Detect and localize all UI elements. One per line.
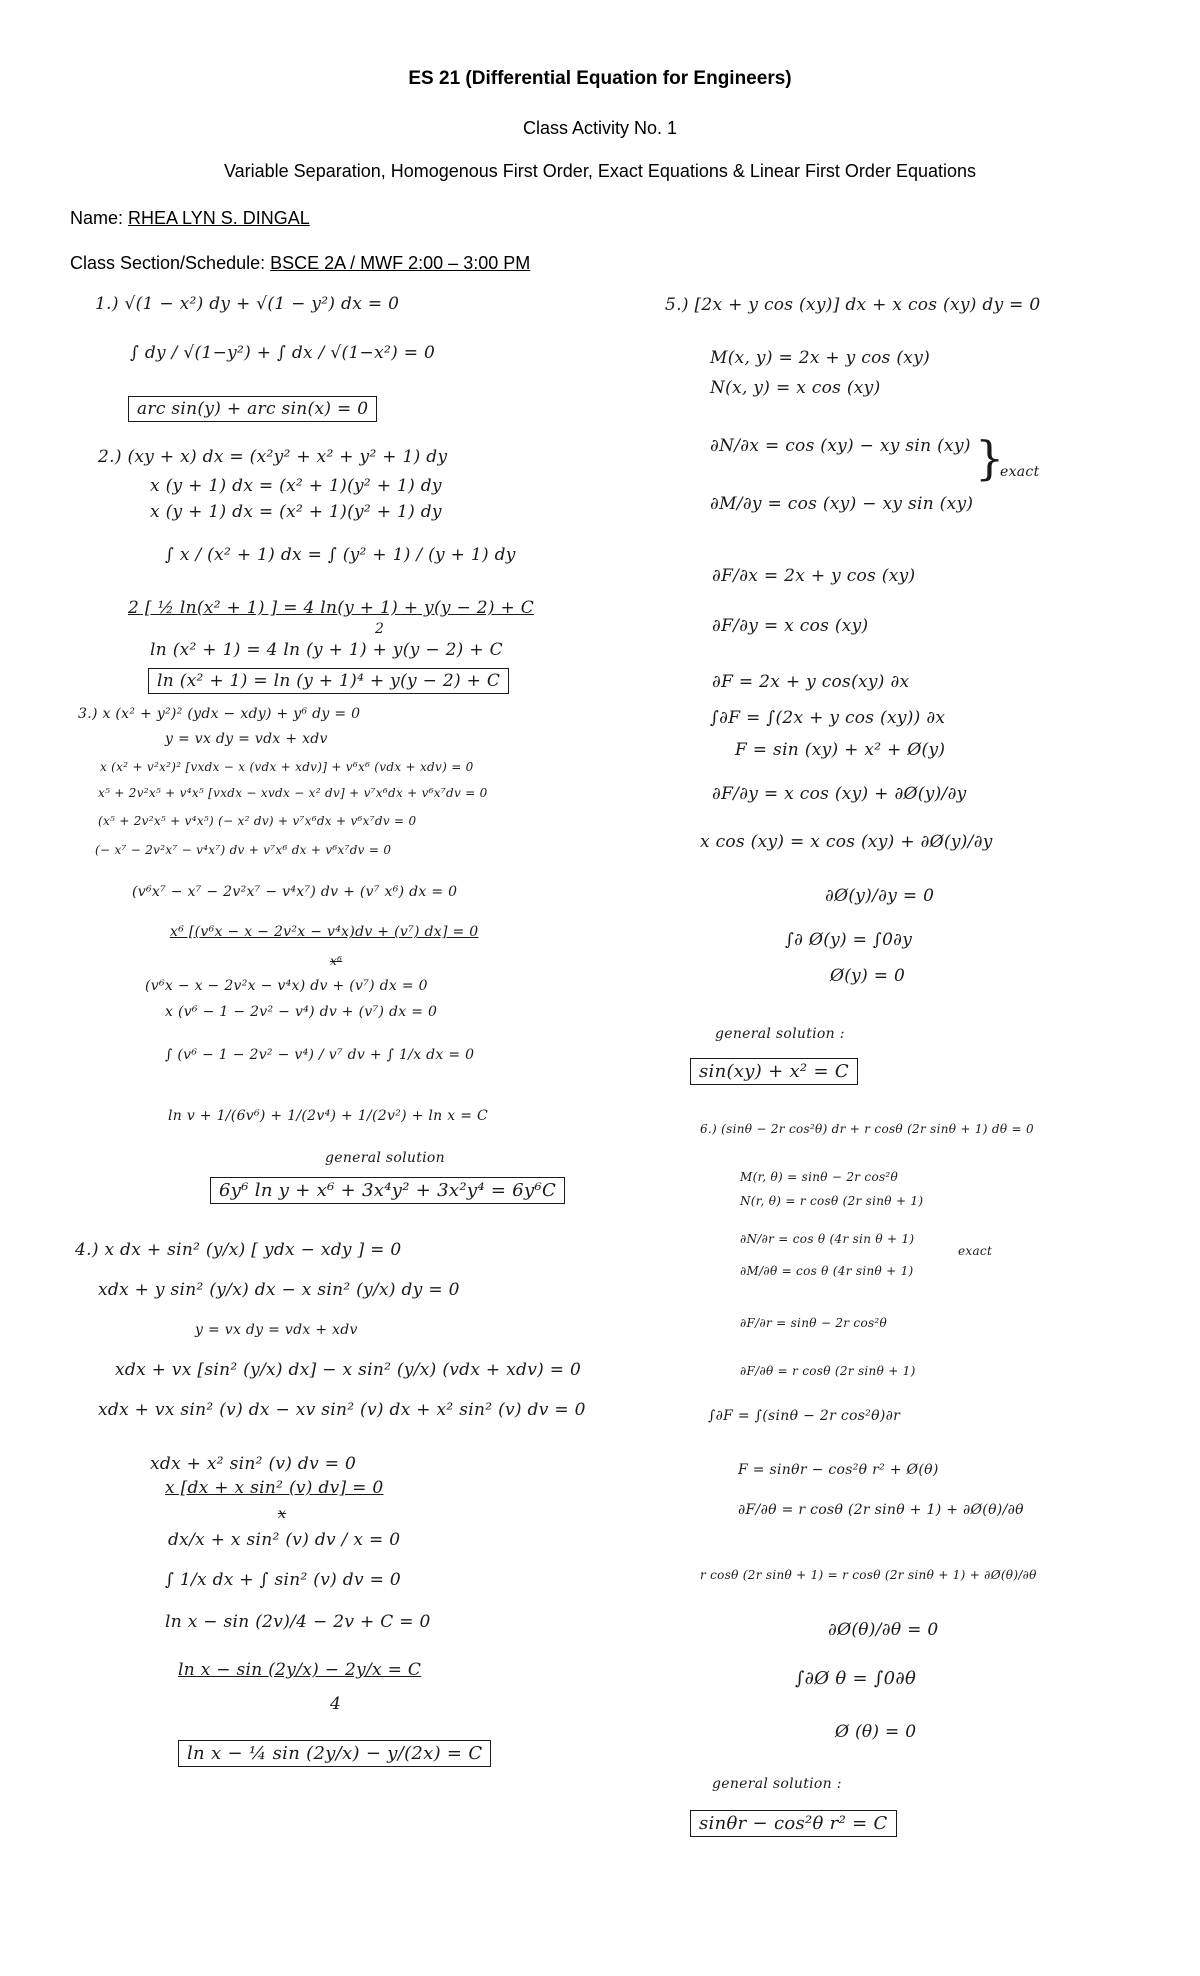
p6-exact-note: exact — [958, 1244, 993, 1258]
p6-answer: sinθr − cos²θ r² = C — [690, 1810, 897, 1837]
p5-step-4: ∂F/∂y = x cos (xy) + ∂Ø(y)/∂y — [712, 784, 967, 804]
p5-n: N(x, y) = x cos (xy) — [710, 378, 881, 398]
p5-step-1: ∂F = 2x + y cos(xy) ∂x — [712, 672, 910, 692]
name-line — [70, 208, 310, 229]
p1-answer: arc sin(y) + arc sin(x) = 0 — [128, 396, 377, 422]
p2-step-2: x (y + 1) dx = (x² + 1)(y² + 1) dy — [150, 502, 442, 522]
p5-step-3: F = sin (xy) + x² + Ø(y) — [735, 740, 946, 760]
p3-equation: 3.) x (x² + y²)² (ydx − xdy) + y⁶ dy = 0 — [78, 706, 361, 722]
p3-answer: 6y⁶ ln y + x⁶ + 3x⁴y² + 3x²y⁴ = 6y⁶C — [210, 1177, 565, 1204]
p5-step-7: ∫∂ Ø(y) = ∫0∂y — [785, 930, 913, 950]
p4-step-4: xdx + x² sin² (v) dv = 0 — [150, 1454, 357, 1474]
p3-step-10: ln v + 1/(6v⁶) + 1/(2v⁴) + 1/(2v²) + ln x = C — [168, 1108, 488, 1124]
p3-step-3: (x⁵ + 2v²x⁵ + v⁴x⁵) (− x² dv) + v⁷x⁶dx + v⁶x⁷dv = 0 — [98, 814, 417, 828]
p3-general-solution-label: general solution — [325, 1150, 445, 1166]
section-label: Class Section/Schedule: — [70, 253, 266, 273]
p6-general-solution-label: general solution : — [712, 1776, 842, 1792]
p6-step-5: ∂Ø(θ)/∂θ = 0 — [828, 1620, 939, 1640]
p6-step-1: ∫∂F = ∫(sinθ − 2r cos²θ)∂r — [708, 1408, 901, 1424]
name-label: Name: — [70, 208, 124, 228]
p5-exact-note: exact — [1000, 464, 1040, 480]
name-value: RHEA LYN S. DINGAL — [128, 208, 310, 228]
p3-step-7: (v⁶x − x − 2v²x − v⁴x) dv + (v⁷) dx = 0 — [145, 978, 428, 994]
p4-answer: ln x − ¼ sin (2y/x) − y/(2x) = C — [178, 1740, 491, 1767]
p2-answer: ln (x² + 1) = ln (y + 1)⁴ + y(y − 2) + C — [148, 668, 509, 694]
p4-step-5-divisor: x — [278, 1506, 287, 1522]
p5-equation: 5.) [2x + y cos (xy)] dx + x cos (xy) dy = 0 — [665, 295, 1041, 315]
p3-substitution: y = vx dy = vdx + xdv — [165, 731, 328, 747]
p4-substitution: y = vx dy = vdx + xdv — [195, 1322, 358, 1338]
p2-step-5: ln (x² + 1) = 4 ln (y + 1) + y(y − 2) + C — [150, 640, 503, 660]
p6-n: N(r, θ) = r cosθ (2r sinθ + 1) — [740, 1194, 924, 1208]
p3-step-6-divisor: x⁶ — [330, 954, 343, 968]
p4-step-9: ln x − sin (2y/x) − 2y/x = C — [178, 1660, 422, 1680]
p5-answer: sin(xy) + x² = C — [690, 1058, 858, 1085]
p6-step-6: ∫∂Ø θ = ∫0∂θ — [795, 1668, 917, 1689]
p3-step-8: x (v⁶ − 1 − 2v² − v⁴) dv + (v⁷) dx = 0 — [165, 1004, 438, 1020]
activity-number: Class Activity No. 1 — [522, 118, 678, 138]
p2-step-4-divisor: 2 — [375, 621, 385, 637]
section-value: BSCE 2A / MWF 2:00 – 3:00 PM — [270, 253, 531, 273]
topics-line: Variable Separation, Homogenous First Order, Exact Equations & Linear First Order Equations — [223, 161, 977, 181]
p6-dm-dtheta: ∂M/∂θ = cos θ (4r sinθ + 1) — [740, 1264, 914, 1278]
p6-step-2: F = sinθr − cos²θ r² + Ø(θ) — [738, 1462, 939, 1478]
p6-step-4: r cosθ (2r sinθ + 1) = r cosθ (2r sinθ + 1) + ∂Ø(θ)/∂θ — [700, 1568, 1037, 1582]
p3-step-4: (− x⁷ − 2v²x⁷ − v⁴x⁷) dv + v⁷x⁶ dx + v⁶x⁷dv = 0 — [95, 843, 392, 857]
p2-equation: 2.) (xy + x) dx = (x²y² + x² + y² + 1) dy — [98, 447, 448, 467]
p6-df-dr: ∂F/∂r = sinθ − 2r cos²θ — [740, 1316, 888, 1330]
p4-step-5: x [dx + x sin² (v) dv] = 0 — [165, 1478, 384, 1498]
p2-step-3: ∫ x / (x² + 1) dx = ∫ (y² + 1) / (y + 1) dy — [165, 545, 516, 565]
p4-step-1: xdx + y sin² (y/x) dx − x sin² (y/x) dy = 0 — [98, 1280, 460, 1300]
p3-step-6: x⁶ [(v⁶x − x − 2v²x − v⁴x)dv + (v⁷) dx] = 0 — [170, 924, 479, 940]
p5-brace-icon: } — [975, 431, 1005, 485]
p2-step-1: x (y + 1) dx = (x² + 1)(y² + 1) dy — [150, 476, 442, 496]
p5-step-6: ∂Ø(y)/∂y = 0 — [825, 886, 935, 906]
p4-step-2: xdx + vx [sin² (y/x) dx] − x sin² (y/x) (vdx + xdv) = 0 — [115, 1360, 582, 1380]
p5-step-2: ∫∂F = ∫(2x + y cos (xy)) ∂x — [710, 708, 946, 728]
p5-dm-dy: ∂M/∂y = cos (xy) − xy sin (xy) — [710, 494, 974, 514]
p1-integral: ∫ dy / √(1−y²) + ∫ dx / √(1−x²) = 0 — [130, 343, 436, 363]
p4-step-8: ln x − sin (2v)/4 − 2v + C = 0 — [165, 1612, 431, 1632]
p3-step-5: (v⁶x⁷ − x⁷ − 2v²x⁷ − v⁴x⁷) dv + (v⁷ x⁶) dx = 0 — [132, 884, 458, 900]
p5-step-5: x cos (xy) = x cos (xy) + ∂Ø(y)/∂y — [700, 832, 993, 852]
p5-df-dy: ∂F/∂y = x cos (xy) — [712, 616, 869, 636]
p6-equation: 6.) (sinθ − 2r cos²θ) dr + r cosθ (2r sinθ + 1) dθ = 0 — [700, 1122, 1034, 1136]
section-line — [70, 253, 530, 274]
p4-equation: 4.) x dx + sin² (y/x) [ ydx − xdy ] = 0 — [75, 1240, 402, 1260]
p4-step-7: ∫ 1/x dx + ∫ sin² (v) dv = 0 — [165, 1570, 401, 1590]
p3-step-9: ∫ (v⁶ − 1 − 2v² − v⁴) / v⁷ dv + ∫ 1/x dx = 0 — [165, 1047, 475, 1063]
p2-step-4: 2 [ ½ ln(x² + 1) ] = 4 ln(y + 1) + y(y − 2) + C — [128, 598, 535, 618]
document-title: ES 21 (Differential Equation for Engineers) — [408, 68, 792, 89]
p5-df-dx: ∂F/∂x = 2x + y cos (xy) — [712, 566, 916, 586]
p5-general-solution-label: general solution : — [715, 1026, 845, 1042]
p4-step-6: dx/x + x sin² (v) dv / x = 0 — [168, 1530, 401, 1550]
p4-step-9-divisor: 4 — [330, 1694, 342, 1714]
p6-step-3: ∂F/∂θ = r cosθ (2r sinθ + 1) + ∂Ø(θ)/∂θ — [738, 1502, 1024, 1518]
p6-dn-dr: ∂N/∂r = cos θ (4r sin θ + 1) — [740, 1232, 915, 1246]
p5-m: M(x, y) = 2x + y cos (xy) — [710, 348, 931, 368]
p4-step-3: xdx + vx sin² (v) dx − xv sin² (v) dx + x² sin² (v) dv = 0 — [98, 1400, 586, 1420]
p5-step-8: Ø(y) = 0 — [830, 966, 906, 986]
p5-dn-dx: ∂N/∂x = cos (xy) − xy sin (xy) — [710, 436, 971, 456]
p3-step-1: x (x² + v²x²)² [vxdx − x (vdx + xdv)] + v⁶x⁶ (vdx + xdv) = 0 — [100, 760, 474, 774]
p3-step-2: x⁵ + 2v²x⁵ + v⁴x⁵ [vxdx − xvdx − x² dv] + v⁷x⁶dx + v⁶x⁷dv = 0 — [98, 786, 488, 800]
p1-equation: 1.) √(1 − x²) dy + √(1 − y²) dx = 0 — [95, 294, 400, 314]
p6-m: M(r, θ) = sinθ − 2r cos²θ — [740, 1170, 899, 1184]
p6-df-dtheta: ∂F/∂θ = r cosθ (2r sinθ + 1) — [740, 1364, 916, 1378]
p6-step-7: Ø (θ) = 0 — [835, 1722, 917, 1742]
